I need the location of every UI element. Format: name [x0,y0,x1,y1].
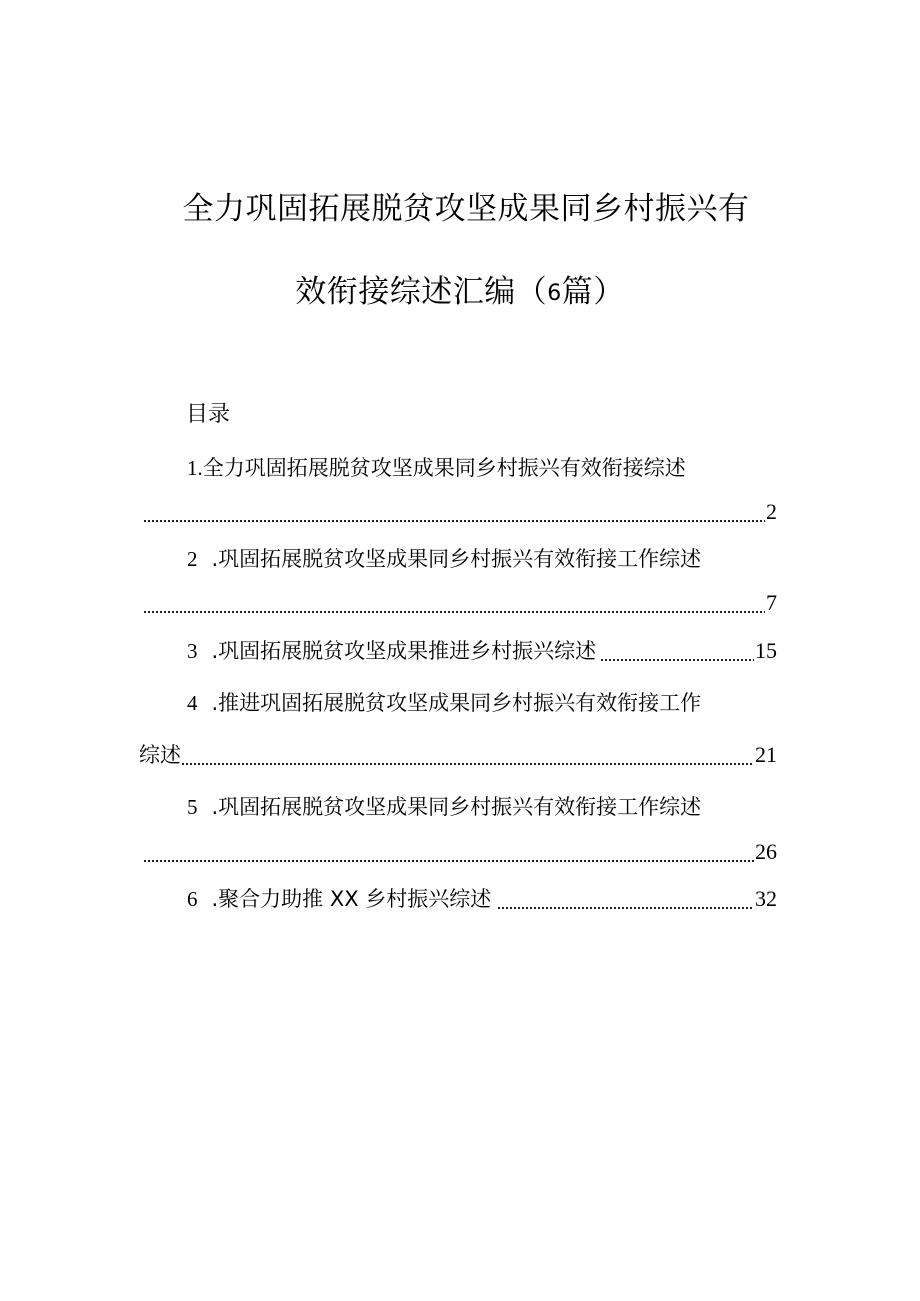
toc-entry-4-leader[interactable] [139,740,777,770]
toc-entry-page: 7 [766,590,777,615]
toc-entry-number: 6 [187,887,198,911]
toc-entry-page: 15 [755,638,777,663]
toc-entry-6-title [187,884,491,914]
dot-leader [497,884,754,914]
document-title-line-1: 全力巩固拓展脱贫攻坚成果同乡村振兴有 [182,191,750,227]
toc-entry-number: 3 [187,639,198,663]
toc-entry-page: 32 [755,886,777,911]
title-text-end: 篇） [561,274,625,310]
title-count: 6 [547,281,562,306]
toc-entry-page: 26 [755,839,777,864]
toc-entry-page: 21 [755,742,777,767]
toc-entry-5-title[interactable] [187,792,701,822]
toc-entry-number: 4 [187,691,198,715]
dot-leader [143,588,765,618]
toc-entry-title: .巩固拓展脱贫攻坚成果推进乡村振兴综述 [211,639,597,663]
toc-entry-4-title-cont: 综述 [139,743,181,767]
document-title-line-2 [0,272,920,314]
toc-entry-3[interactable] [187,636,777,666]
dot-leader [143,497,765,527]
toc-entry-page: 2 [766,499,777,524]
dot-leader [181,740,754,770]
toc-entry-title: 全力巩固拓展脱贫攻坚成果同乡村振兴有效衔接综述 [202,456,686,480]
toc-entry-4-title[interactable] [187,688,701,718]
toc-entry-number: 5 [187,795,198,819]
toc-entry-2-title[interactable] [187,544,701,574]
title-text: 效衔接综述汇编（ [295,274,548,310]
dot-leader [143,837,754,867]
toc-entry-title: .巩固拓展脱贫攻坚成果同乡村振兴有效衔接工作综述 [211,547,702,571]
toc-entry-3-title [187,636,596,666]
toc-entry-title: .推进巩固拓展脱贫攻坚成果同乡村振兴有效衔接工作 [211,691,702,715]
toc-entry-number: 1. [187,456,203,480]
toc-entry-1-title[interactable] [187,453,686,483]
toc-entry-title: .巩固拓展脱贫攻坚成果同乡村振兴有效衔接工作综述 [211,795,702,819]
dot-leader [600,636,754,666]
toc-entry-title: .聚合力助推 XX 乡村振兴综述 [211,887,492,911]
toc-entry-5-leader[interactable] [143,837,777,867]
toc-entry-1-leader[interactable] [143,497,777,527]
toc-entry-2-leader[interactable] [143,588,777,618]
toc-heading: 目录 [186,402,231,427]
toc-entry-6[interactable] [187,884,777,914]
toc-entry-number: 2 [187,547,198,571]
